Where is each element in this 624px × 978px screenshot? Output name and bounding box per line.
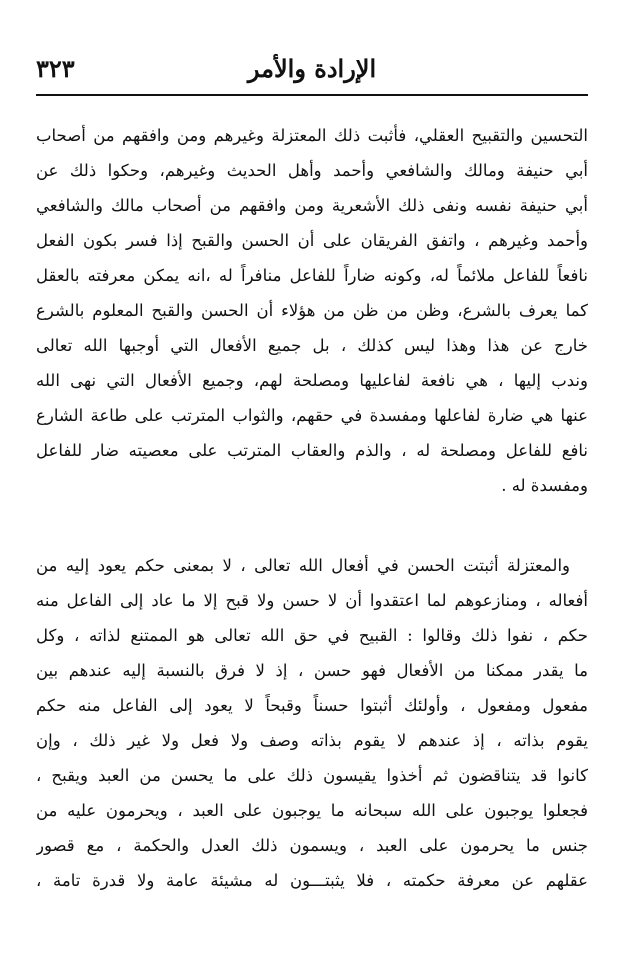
text-line: أفعاله ، ومنازعوهم لما اعتقدوا أن لا حسن ولا قبح إلا ما عاد إلى الفاعل منه <box>36 591 588 610</box>
text-line: كما يعرف بالشرع، وظن من ظن من هؤلاء أن الحسن والقبح المعلوم بالشرع <box>36 301 588 320</box>
page-header <box>36 52 588 92</box>
text-line: عنها هي ضارة لفاعلها ومفسدة في حقهم، والثواب المترتب على طاعة الشارع <box>36 406 588 425</box>
text-line: ما يقدر ممكنا من الأفعال فهو حسن ، إذ لا فرق بالنسبة إليه عندهم بين <box>36 661 588 680</box>
running-title: الإرادة والأمر <box>247 54 377 83</box>
text-line: وندب إليها ، هي نافعة لفاعليها ومصلحة لهم، وجميع الأفعال التي نهى الله <box>36 371 588 390</box>
header-rule <box>36 94 588 96</box>
text-line: أبي حنيفة ومالك والشافعي وأحمد وأهل الحديث وغيرهم، وحكوا ذلك عن <box>36 161 588 180</box>
text-line: كانوا قد يتناقضون ثم أخذوا يقيسون ذلك على ما يحسن من العبد ويقبح ، <box>36 766 588 785</box>
text-line: خارج عن هذا وهذا ليس كذلك ، بل جميع الأفعال التي أوجبها الله تعالى <box>36 336 588 355</box>
text-line: أبي حنيفة نفسه ونفى ذلك الأشعرية ومن وافقهم من أصحاب مالك والشافعي <box>36 196 588 215</box>
text-line: مفعول ومفعول ، وأولئك أثبتوا حسناً وقبحاً لا يعود إلى الفاعل منه حكم <box>36 696 588 715</box>
text-line: ومفسدة له . <box>501 476 588 495</box>
text-line: يقوم بذاته ، إذ عندهم لا يقوم بذاته وصف ولا فعل ولا غير ذلك ، وإن <box>36 731 588 750</box>
text-line: نافعاً للفاعل ملائماً له، وكونه ضاراً للفاعل منافراً له ،انه يمكن معرفته بالعقل <box>36 266 588 285</box>
paragraph-2 <box>36 548 588 898</box>
text-line: جنس ما يحرمون على العبد ، ويسمون ذلك العدل والحكمة ، مع قصور <box>36 836 588 855</box>
text-line: وأحمد وغيرهم ، واتفق الفريقان على أن الحسن والقبح إذا فسر بكون الفعل <box>36 231 588 250</box>
paragraph-1 <box>36 118 588 503</box>
text-line: التحسين والتقبيح العقلي، فأثبت ذلك المعتزلة وغيرهم ومن وافقهم من أصحاب <box>36 126 588 145</box>
page-number: ٣٢٣ <box>36 54 75 83</box>
text-line: حكم ، نفوا ذلك وقالوا : القبيح في حق الله تعالى هو الممتنع لذاته ، وكل <box>36 626 588 645</box>
text-line: فجعلوا يوجبون على الله سبحانه ما يوجبون على العبد ، ويحرمون عليه من <box>36 801 588 820</box>
text-line: نافع للفاعل ومصلحة له ، والذم والعقاب المترتب على معصيته ضار للفاعل <box>36 441 588 460</box>
text-line: عقلهم عن معرفة حكمته ، فلا يثبتـــون له مشيئة عامة ولا قدرة تامة ، <box>36 871 588 890</box>
text-line: والمعتزلة أثبتت الحسن في أفعال الله تعالى ، لا بمعنى حكم يعود إليه من <box>36 556 570 575</box>
